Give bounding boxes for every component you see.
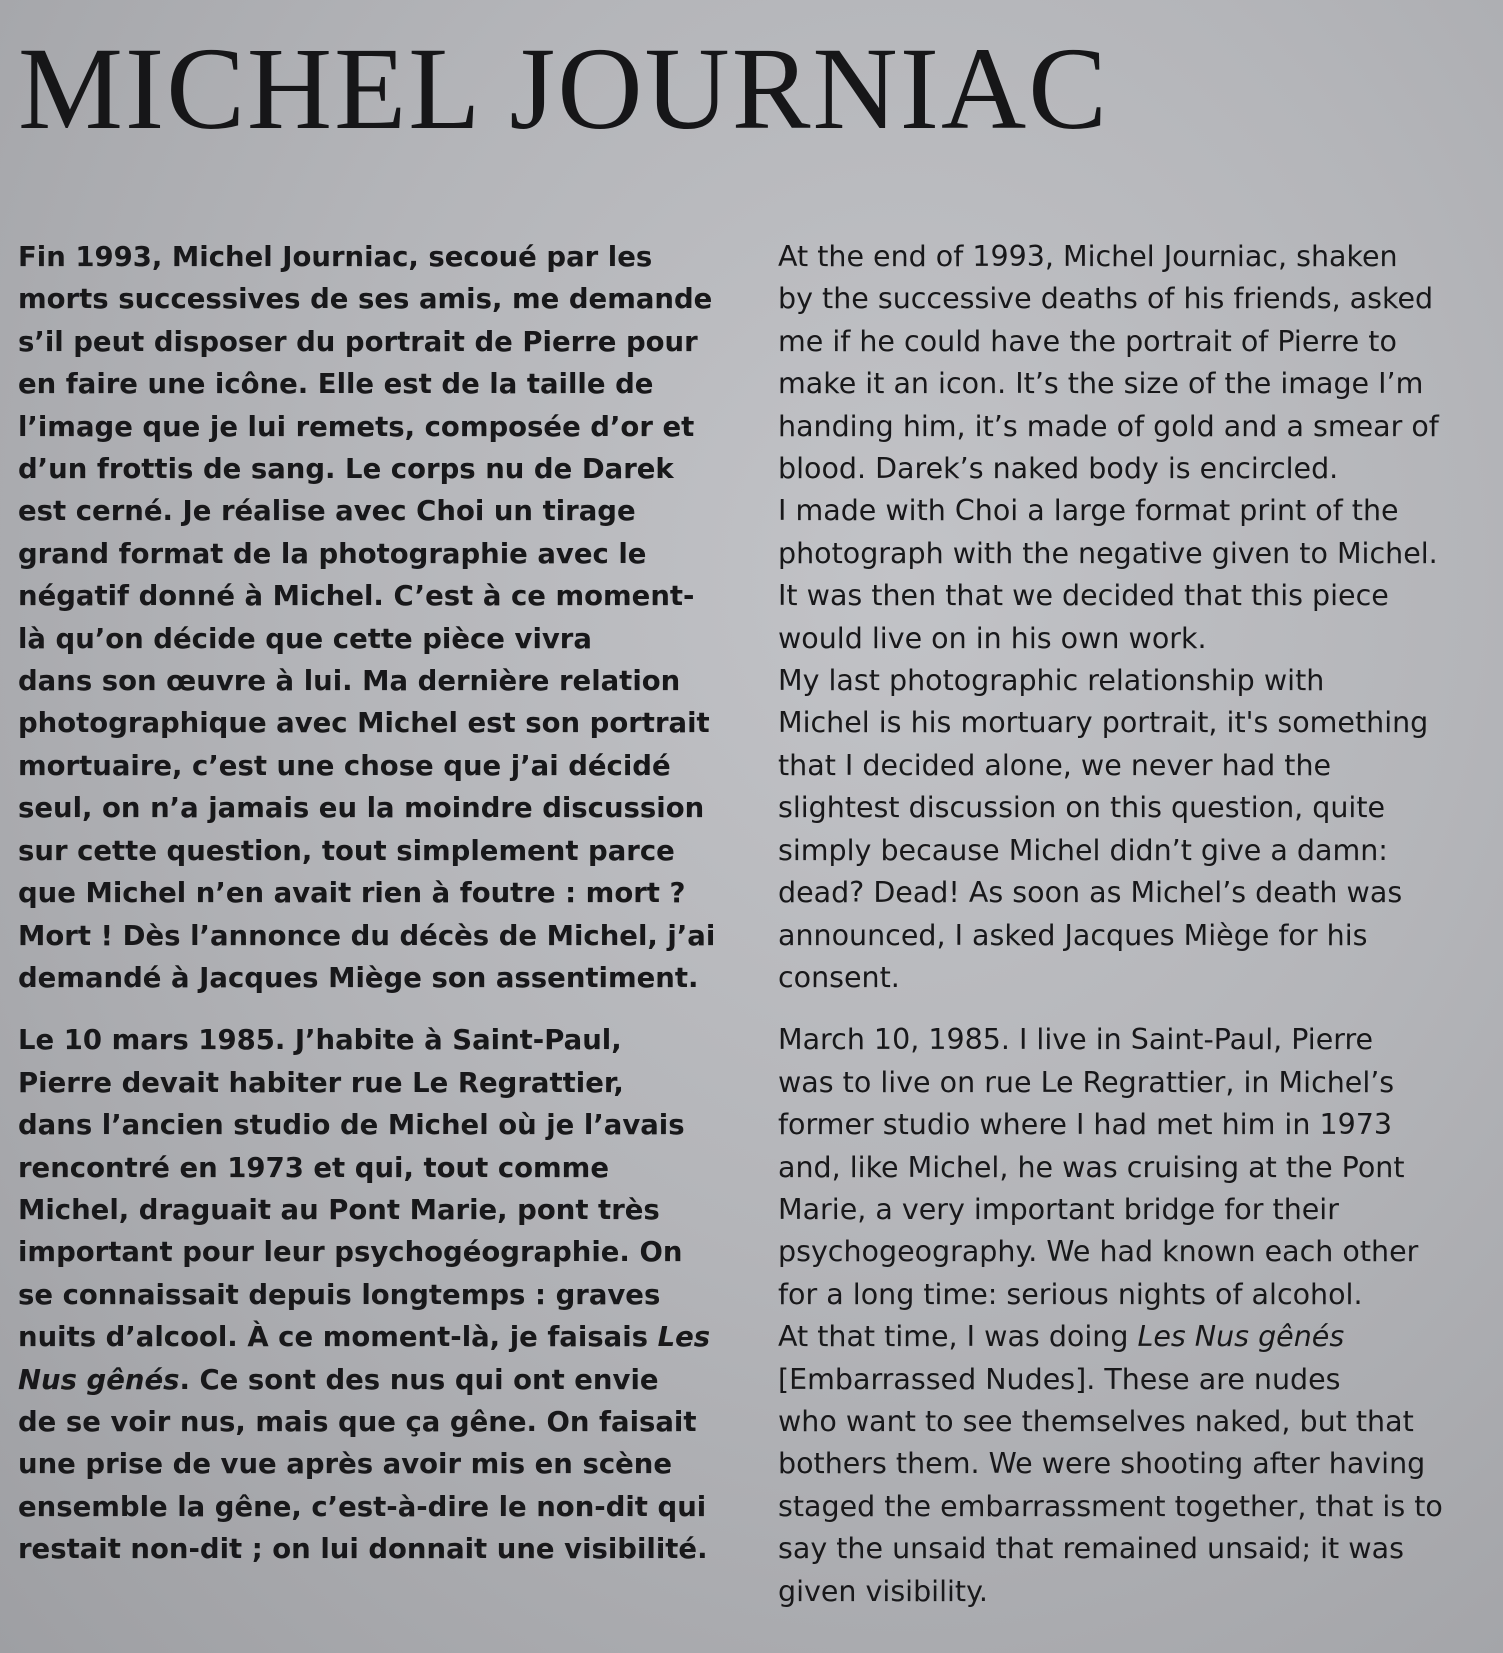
text-line — [18, 1359, 748, 1401]
text-line: who want to see themselves naked, but that — [778, 1404, 1414, 1438]
text-line: would live on in his own work. — [778, 621, 1207, 655]
text-line: sur cette question, tout simplement parce — [18, 834, 675, 867]
text-line: I made with Choi a large format print of the — [778, 494, 1399, 528]
text-line: [Embarrassed Nudes]. These are nudes — [778, 1362, 1341, 1396]
text-line: Mort ! Dès l’annonce du décès de Michel, j’ai — [18, 919, 716, 952]
text-line: dead? Dead! As soon as Michel’s death was — [778, 876, 1403, 910]
text-segment: nuits d’alcool. À ce moment-là, je faisais — [18, 1321, 658, 1354]
paragraph-spacer — [778, 999, 1490, 1019]
text-line: former studio where I had met him in 1973 — [778, 1108, 1392, 1142]
text-line: March 10, 1985. I live in Saint-Paul, Pierre — [778, 1023, 1374, 1057]
text-line: que Michel n’en avait rien à foutre : mort ? — [18, 877, 686, 910]
text-line: Fin 1993, Michel Journiac, secoué par les — [18, 241, 653, 273]
english-text-column — [778, 236, 1490, 1613]
text-line: une prise de vue après avoir mis en scène — [18, 1448, 672, 1481]
text-line: l’image que je lui remets, composée d’or et — [18, 410, 695, 443]
text-line: en faire une icône. Elle est de la taille de — [18, 368, 654, 401]
text-line: that I decided alone, we never had the — [778, 748, 1332, 782]
text-line: make it an icon. It’s the size of the image I’m — [778, 367, 1424, 401]
text-line — [778, 1316, 1490, 1358]
english-paragraph-1 — [778, 236, 1490, 999]
text-line: restait non-dit ; on lui donnait une visibilité. — [18, 1533, 708, 1566]
text-line: grand format de la photographie avec le — [18, 537, 647, 570]
text-line: handing him, it’s made of gold and a smear of — [778, 409, 1439, 443]
english-paragraph-2 — [778, 1019, 1490, 1613]
text-line: and, like Michel, he was cruising at the Pont — [778, 1150, 1405, 1184]
text-line: was to live on rue Le Regrattier, in Michel’s — [778, 1065, 1395, 1099]
paragraph-spacer — [18, 999, 748, 1019]
text-line: de se voir nus, mais que ça gêne. On faisait — [18, 1405, 697, 1438]
text-line: say the unsaid that remained unsaid; it was — [778, 1532, 1404, 1566]
text-line: là qu’on décide que cette pièce vivra — [18, 622, 592, 655]
text-line — [18, 1316, 748, 1358]
text-line: photograph with the negative given to Michel. — [778, 536, 1438, 570]
french-text-column — [18, 236, 748, 1571]
text-line: me if he could have the portrait of Pierre to — [778, 324, 1397, 358]
text-line: It was then that we decided that this piece — [778, 579, 1389, 613]
text-line: psychogeography. We had known each other — [778, 1235, 1419, 1269]
french-paragraph-2 — [18, 1019, 748, 1570]
text-line: dans l’ancien studio de Michel où je l’avais — [18, 1109, 685, 1142]
text-line: mortuaire, c’est une chose que j’ai décidé — [18, 749, 671, 782]
text-line: important pour leur psychogéographie. On — [18, 1236, 683, 1269]
text-line: announced, I asked Jacques Miège for his — [778, 918, 1368, 952]
text-line: Le 10 mars 1985. J’habite à Saint-Paul, — [18, 1024, 622, 1057]
artwork-title-italic: Nus gênés — [18, 1363, 180, 1396]
text-line: Marie, a very important bridge for their — [778, 1192, 1339, 1226]
text-line: My last photographic relationship with — [778, 664, 1325, 698]
text-line: At the end of 1993, Michel Journiac, shaken — [778, 240, 1398, 273]
text-line: morts successives de ses amis, me demande — [18, 283, 713, 316]
text-line: given visibility. — [778, 1574, 988, 1608]
text-line: staged the embarrassment together, that is to — [778, 1489, 1443, 1523]
text-line: simply because Michel didn’t give a damn: — [778, 833, 1388, 867]
text-line: photographique avec Michel est son portrait — [18, 707, 710, 740]
text-segment: At that time, I was doing — [778, 1320, 1138, 1354]
panel-title: MICHEL JOURNIAC — [18, 23, 1109, 154]
artwork-title-italic: Les Nus gênés — [1137, 1320, 1345, 1354]
text-line: seul, on n’a jamais eu la moindre discussion — [18, 792, 705, 825]
text-line: est cerné. Je réalise avec Choi un tirage — [18, 495, 636, 528]
text-line: dans son œuvre à lui. Ma dernière relation — [18, 665, 681, 698]
text-line: Michel, draguait au Pont Marie, pont très — [18, 1193, 660, 1226]
text-line: consent. — [778, 960, 900, 994]
text-line: bothers them. We were shooting after having — [778, 1447, 1426, 1481]
text-line: rencontré en 1973 et qui, tout comme — [18, 1151, 609, 1184]
text-line: Michel is his mortuary portrait, it's something — [778, 706, 1429, 740]
artwork-title-italic: Les — [657, 1321, 711, 1354]
text-line: demandé à Jacques Miège son assentiment. — [18, 961, 699, 994]
french-paragraph-1 — [18, 236, 748, 999]
text-line: d’un frottis de sang. Le corps nu de Darek — [18, 453, 674, 486]
text-line: slightest discussion on this question, quite — [778, 791, 1386, 825]
text-line: for a long time: serious nights of alcohol. — [778, 1277, 1363, 1311]
text-line: négatif donné à Michel. C’est à ce moment- — [18, 580, 695, 613]
text-line: se connaissait depuis longtemps : graves — [18, 1278, 661, 1311]
text-line: by the successive deaths of his friends, asked — [778, 282, 1434, 316]
text-line: ensemble la gêne, c’est-à-dire le non-dit qui — [18, 1490, 707, 1523]
text-line: blood. Darek’s naked body is encircled. — [778, 452, 1339, 486]
text-line: s’il peut disposer du portrait de Pierre pour — [18, 325, 698, 358]
text-segment: . Ce sont des nus qui ont envie — [179, 1363, 659, 1396]
text-line: Pierre devait habiter rue Le Regrattier, — [18, 1066, 624, 1099]
